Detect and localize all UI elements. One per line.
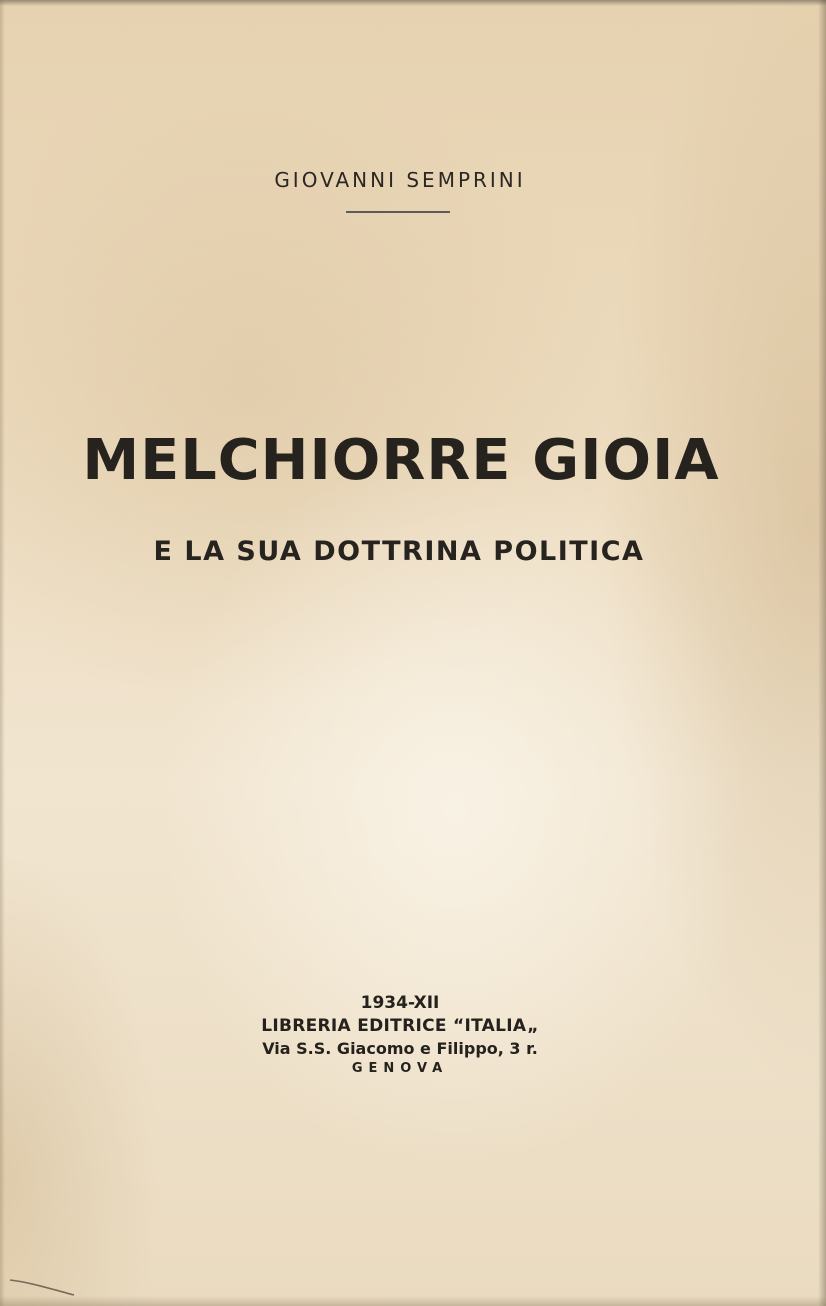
corner-crease xyxy=(8,1266,78,1296)
cover-top-edge xyxy=(0,0,826,6)
publisher-name: LIBRERIA EDITRICE “ITALIA„ xyxy=(261,1016,539,1036)
author-name: GIOVANNI SEMPRINI xyxy=(274,168,526,192)
book-subtitle: E LA SUA DOTTRINA POLITICA xyxy=(153,536,645,567)
publication-year: 1934-XII xyxy=(360,993,440,1013)
book-title: MELCHIORRE GIOIA xyxy=(82,428,720,493)
publisher-address: Via S.S. Giacomo e Filippo, 3 r. xyxy=(262,1039,538,1058)
cover-right-edge xyxy=(818,0,826,1306)
publisher-city: GENOVA xyxy=(351,1061,449,1076)
cover-left-edge xyxy=(0,0,5,1306)
author-divider xyxy=(346,211,450,213)
cover-bottom-edge xyxy=(0,1296,826,1306)
